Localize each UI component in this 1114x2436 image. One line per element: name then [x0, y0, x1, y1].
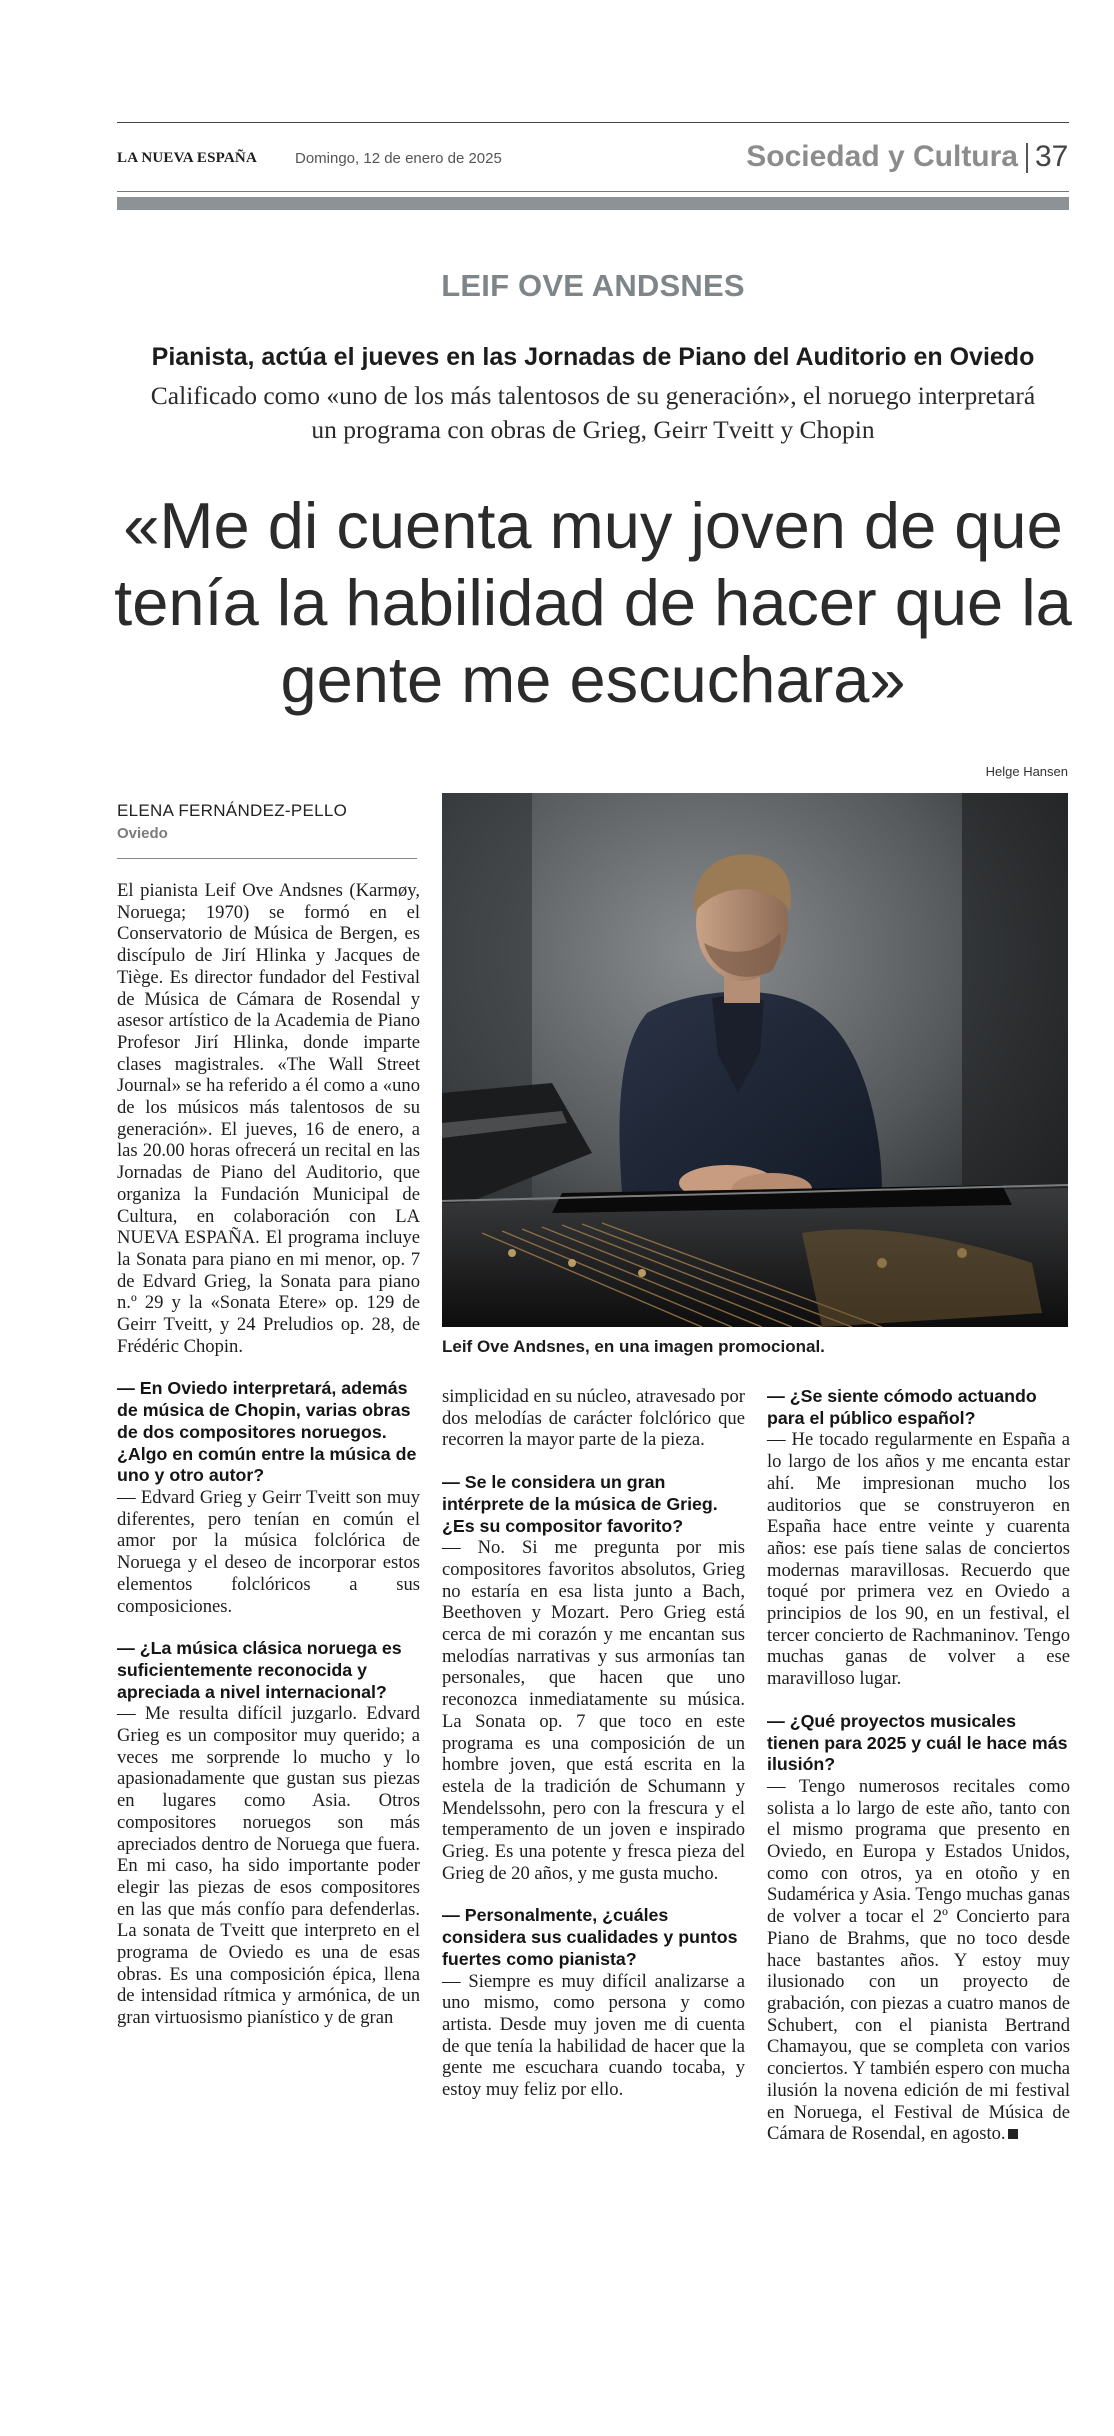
article-column-1	[117, 880, 420, 2029]
answer-2: — Me resulta difícil juzgarlo. Edvard Grieg es un compositor muy querido; a veces me sorprende lo mucho y lo apasionadamente que gustan sus piezas en lugares como Asia. Otros compositores noruegos son más apreciados dentro de Noruega que fuera. En mi caso, ha sido importante poder elegir las piezas de esos compositores en las que más confío para defenderlas. La sonata de Tveitt que interpreto en el programa de Oviedo es una de esas obras. Es una composición épica, llena de intensidad rítmica y armónica, de un gran virtuosismo pianístico y de gran	[117, 1703, 420, 2029]
photo-credit: Helge Hansen	[985, 764, 1068, 779]
question-5: — ¿Se siente cómodo actuando para el público español?	[767, 1386, 1037, 1428]
question-2: — ¿La música clásica noruega es suficientemente reconocida y apreciada a nivel internacional?	[117, 1638, 402, 1702]
answer-4: — Siempre es muy difícil analizarse a uno mismo, como persona y como artista. Desde muy joven me di cuenta de que tenía la habilidad de hacer que la gente me escuchara cuando tocaba, y estoy muy feliz por ello.	[442, 1970, 745, 2101]
answer-3: — No. Si me pregunta por mis compositores favoritos absolutos, Grieg no estaría en esa lista junto a Bach, Beethoven y Mozart. Pero Grieg está cerca de mi corazón y me encantan sus melodías narrativas y sus armonías tan personales, que hacen que uno reconozca inmediatamente su música. La Sonata op. 7 que toco en este programa es una composición de un hombre joven, que está escrita en la estela de la tradición de Schumann y Mendelssohn, pero con la frescura y el temperamento de un joven e inspirado Grieg. Es una potente y fresca pieza del Grieg de 20 años, y me gusta mucho.	[442, 1537, 745, 1884]
answer-2-continued: simplicidad en su núcleo, atravesado por dos melodías de carácter folclórico que recorren la mayor parte de la pieza.	[442, 1386, 745, 1451]
headline: «Me di cuenta muy joven de que tenía la habilidad de hacer que la gente me escuchara»	[114, 489, 1072, 716]
article-column-2	[442, 1386, 745, 2101]
question-6: — ¿Qué proyectos musicales tienen para 2025 y cuál le hace más ilusión?	[767, 1710, 1068, 1775]
question-3: — Se le considera un gran intérprete de la música de Grieg. ¿Es su compositor favorito?	[442, 1472, 718, 1536]
header-separator	[1026, 143, 1028, 173]
answer-5: — He tocado regularmente en España a lo largo de los años y me encanta estar ahí. Me impresionan mucho los auditorios que se construyeron en España hace entre veinte y cuarenta años: ese país tiene salas de conciertos modernas maravillosas. Recuerdo que toqué por primera vez en Oviedo a principios de los 90, en un festival, el tercer concierto de Rachmaninov. Tengo muchas ganas de volver a ese maravilloso lugar.	[767, 1429, 1070, 1690]
section-name: Sociedad y Cultura	[746, 140, 1018, 173]
photo-caption: Leif Ove Andsnes, en una imagen promocional.	[442, 1337, 825, 1356]
answer-6: — Tengo numerosos recitales como solista a lo largo de este año, tanto con el mismo programa que presento en Oviedo, en Europa y Estados Unidos, como con otros, ya en otoño y en Sudamérica y Asia. Tengo muchas ganas de volver a tocar el 2º Concierto para Piano de Brahms, que no toco desde hace bastantes años. Y estoy muy ilusionado con un proyecto de grabación, con piezas a cuatro manos de Schubert, con el pianista Bertrand Chamayou, que se completa con varios conciertos. Y también espero con mucha ilusión la novena edición de mi festival en Noruega, el Festival de Música de Cámara de Rosendal, en agosto.	[767, 1775, 1071, 2145]
question-4: — Personalmente, ¿cuáles considera sus cualidades y puntos fuertes como pianista?	[442, 1905, 738, 1969]
header-thin-rule	[117, 191, 1069, 192]
dateline-location: Oviedo	[117, 825, 168, 842]
question-1: — En Oviedo interpretará, además de música de Chopin, varias obras de dos compositores noruegos. ¿Algo en común entre la música de uno y otro autor?	[117, 1378, 417, 1486]
byline-rule	[117, 858, 417, 859]
answer-1: — Edvard Grieg y Geirr Tveitt son muy diferentes, pero tenían en común el amor por la música folclórica de Noruega y el deseo de incorporar estos elementos folclóricos a sus composiciones.	[117, 1486, 420, 1617]
intro-paragraph: El pianista Leif Ove Andsnes (Karmøy, Noruega; 1970) se formó en el Conservatorio de Música de Bergen, es discípulo de Jirí Hlinka y Jacques de Tiège. Es director fundador del Festival de Música de Cámara de Rosendal y asesor artístico de la Academia de Piano Profesor Jirí Hlinka, donde imparte clases magistrales. «The Wall Street Journal» se ha referido a él como a «uno de los músicos más talentosos de su generación». El jueves, 16 de enero, a las 20.00 horas ofrecerá un recital en las Jornadas de Piano del Auditorio, que organiza la Fundación Municipal de Cultura, en colaboración con LA NUEVA ESPAÑA. El programa incluye la Sonata para piano en mi menor, op. 7 de Edvard Grieg, la Sonata para piano n.º 29 y la «Sonata Etere» op. 129 de Geirr Tveitt, y 24 Preludios op. 28, de Frédéric Chopin.	[117, 880, 420, 1357]
pianist-photo	[442, 793, 1068, 1327]
publication-name: LA NUEVA ESPAÑA	[117, 150, 257, 166]
article-column-3	[767, 1386, 1070, 2145]
kicker: LEIF OVE ANDSNES	[441, 268, 745, 303]
deck-bold: Pianista, actúa el jueves en las Jornadas de Piano del Auditorio en Oviedo	[151, 343, 1035, 371]
page-number: 37	[1035, 140, 1069, 173]
deck-text: Calificado como «uno de los más talentosos de su generación», el noruego interpretará un programa con obras de Grieg, Geirr Tveitt y Chopin	[150, 381, 1036, 444]
top-rule	[117, 122, 1069, 123]
issue-date: Domingo, 12 de enero de 2025	[295, 150, 502, 167]
header-thick-rule	[117, 197, 1069, 210]
author-byline: ELENA FERNÁNDEZ-PELLO	[117, 801, 348, 820]
answer-6-wrapper	[767, 1776, 1070, 2145]
end-of-article-mark	[1008, 2129, 1018, 2139]
